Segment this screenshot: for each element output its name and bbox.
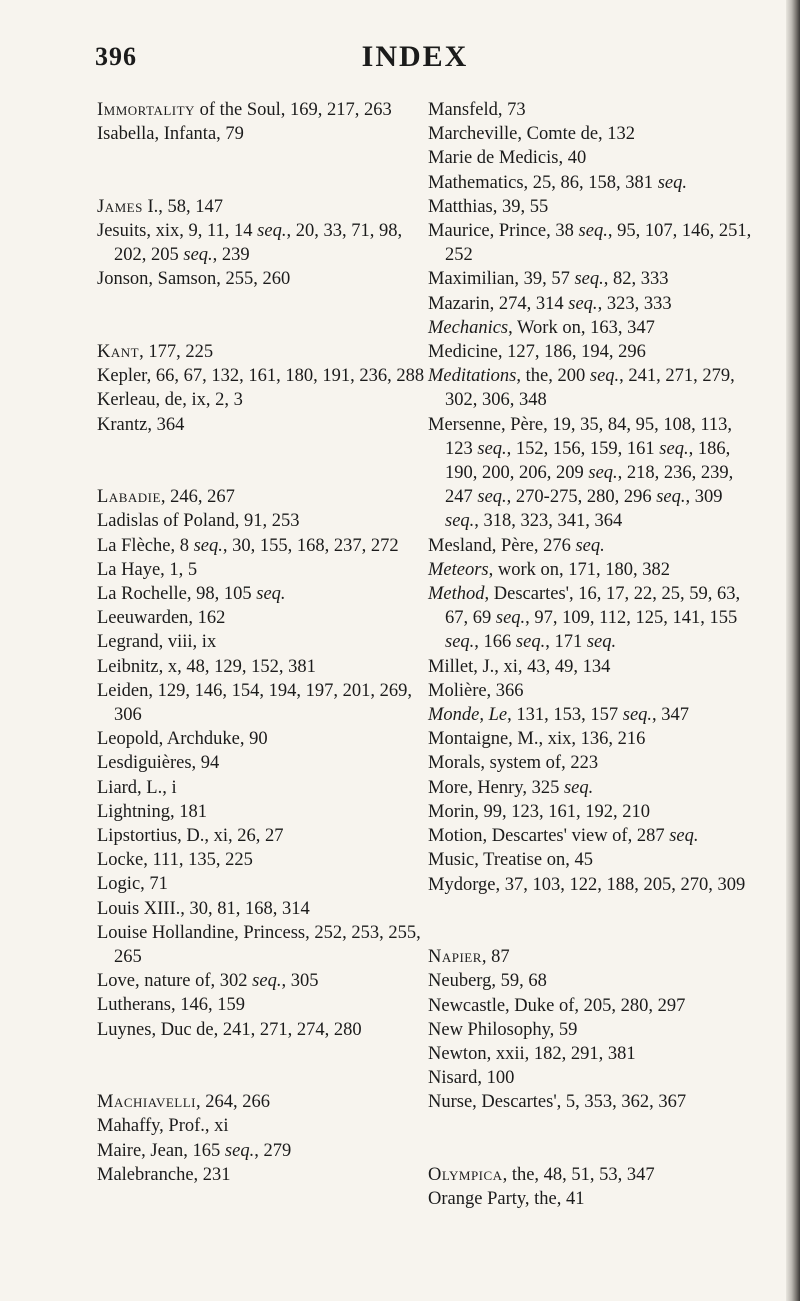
entry-heading: Molière, 366	[428, 680, 524, 701]
entry-heading: Jesuits, xix, 9, 11, 14	[97, 221, 258, 241]
entry-text: I., 58, 147	[142, 196, 223, 217]
entry-heading: Montaigne, M., xix, 136, 216	[428, 729, 646, 750]
entry-heading: La Flèche, 8	[97, 535, 194, 556]
entry-text: , the, 200	[516, 366, 590, 387]
entry-heading: Kepler, 66, 67, 132, 161, 180, 191, 236, 288	[97, 366, 425, 387]
entry-heading: James	[97, 196, 143, 217]
letter-section-gap	[97, 146, 427, 194]
entry-heading: Mathematics, 25, 86, 158, 381	[428, 172, 658, 193]
entry-text: , 20, 33, 71, 98, 202, 205	[114, 221, 403, 266]
entry-text: , 270-275, 280, 296	[506, 487, 657, 508]
index-column-right	[428, 98, 758, 1211]
seq-marker: seq.	[575, 535, 605, 556]
index-entry	[428, 969, 758, 993]
seq-marker: seq.	[588, 463, 618, 484]
entry-heading: Leibnitz, x, 48, 129, 152, 381	[97, 656, 316, 677]
index-entry	[428, 171, 758, 195]
index-entry	[428, 1066, 758, 1090]
index-entry	[97, 897, 427, 921]
index-entry	[97, 98, 427, 122]
entry-heading: Monde, Le	[428, 705, 508, 726]
seq-marker: seq.	[477, 487, 507, 508]
index-entry	[97, 630, 427, 654]
entry-heading: Love, nature of, 302	[97, 971, 253, 992]
entry-text: , 241, 271, 279, 302, 306, 348	[445, 366, 735, 411]
entry-heading: Music, Treatise on, 45	[428, 850, 593, 871]
entry-text: , 347	[652, 705, 690, 726]
index-entry	[97, 509, 427, 533]
index-entry	[428, 413, 758, 534]
index-entry	[428, 824, 758, 848]
entry-text: , 171	[545, 632, 587, 653]
entry-text: , 97, 109, 112, 125, 141, 155	[525, 608, 738, 629]
index-entry	[428, 1018, 758, 1042]
index-entry	[97, 1090, 427, 1114]
seq-marker: seq.	[657, 172, 687, 193]
seq-marker: seq.	[574, 269, 604, 290]
entry-heading: Ladislas of Poland, 91, 253	[97, 511, 300, 532]
seq-marker: seq.	[589, 366, 620, 387]
entry-text: , 186, 190, 200, 206, 209	[445, 438, 731, 484]
index-entry	[97, 921, 427, 969]
index-entry	[428, 679, 758, 703]
entry-heading: Meditations	[428, 366, 517, 387]
seq-marker: seq.	[183, 245, 213, 266]
entry-heading: Mazarin, 274, 314	[428, 293, 569, 314]
entry-text: , 177, 225	[139, 342, 214, 362]
entry-text: , Work on, 163, 347	[508, 317, 655, 338]
letter-section-gap	[428, 1115, 758, 1163]
entry-heading: Olympica	[428, 1164, 503, 1185]
index-entry	[97, 534, 427, 558]
index-entry	[97, 364, 427, 388]
entry-heading: La Rochelle, 98, 105	[97, 584, 257, 605]
entry-heading: Lightning, 181	[97, 801, 207, 822]
index-entry	[428, 703, 758, 727]
index-entry	[428, 873, 758, 897]
index-entry	[97, 727, 427, 751]
entry-heading: Kant	[97, 342, 140, 362]
seq-marker: seq.	[445, 632, 475, 653]
entry-text: , 152, 156, 159, 161	[506, 438, 660, 459]
entry-heading: Louis XIII., 30, 81, 168, 314	[97, 898, 310, 919]
page-title: INDEX	[361, 40, 469, 73]
seq-marker: seq.	[659, 438, 689, 459]
index-entry	[428, 1187, 758, 1211]
seq-marker: seq.	[252, 971, 282, 992]
seq-marker: seq.	[256, 584, 286, 605]
index-entry	[428, 1042, 758, 1066]
entry-heading: Liard, L., i	[97, 777, 177, 798]
index-entry	[428, 800, 758, 824]
entry-text: , 323, 333	[597, 293, 672, 314]
index-entry	[97, 800, 427, 824]
seq-marker: seq.	[445, 511, 475, 532]
entry-heading: Immortality	[97, 100, 195, 120]
index-entry	[97, 872, 427, 896]
entry-heading: Isabella, Infanta, 79	[97, 124, 244, 145]
entry-text: , 305	[281, 971, 319, 992]
seq-marker: seq.	[563, 777, 594, 798]
index-entry	[97, 1163, 427, 1187]
index-entry	[97, 267, 427, 291]
entry-heading: Leopold, Archduke, 90	[97, 729, 268, 750]
entry-text: , 246, 267	[160, 487, 235, 508]
index-entry	[428, 558, 758, 582]
entry-heading: Luynes, Duc de, 241, 271, 274, 280	[97, 1019, 362, 1040]
seq-marker: seq.	[656, 487, 686, 508]
entry-heading: Lutherans, 146, 159	[97, 995, 245, 1016]
index-entry	[428, 534, 758, 558]
entry-heading: Jonson, Samson, 255, 260	[97, 269, 291, 290]
letter-section-gap	[97, 437, 427, 485]
entry-heading: Method	[428, 584, 485, 605]
index-entry	[97, 993, 427, 1017]
entry-heading: Nurse, Descartes', 5, 353, 362, 367	[428, 1092, 687, 1113]
index-entry	[97, 413, 427, 437]
seq-marker: seq.	[193, 535, 223, 556]
index-entry	[97, 340, 427, 364]
index-entry	[428, 195, 758, 219]
entry-text: of the Soul, 169, 217, 263	[194, 100, 392, 120]
index-entry	[97, 969, 427, 993]
entry-heading: Leeuwarden, 162	[97, 608, 226, 629]
entry-heading: Marie de Medicis, 40	[428, 148, 587, 169]
entry-text: , 279	[254, 1140, 292, 1161]
index-entry	[428, 1090, 758, 1114]
entry-text: , 239	[212, 245, 250, 266]
index-entry	[428, 340, 758, 364]
index-entry	[428, 655, 758, 679]
seq-marker: seq.	[669, 826, 699, 847]
entry-heading: Orange Party, the, 41	[428, 1189, 585, 1210]
seq-marker: seq.	[495, 608, 526, 629]
entry-text: , 309	[685, 487, 723, 508]
entry-heading: Maurice, Prince, 38	[428, 221, 579, 242]
entry-text: , 131, 153, 157	[507, 705, 623, 726]
entry-heading: Maximilian, 39, 57	[428, 269, 575, 290]
index-entry	[97, 824, 427, 848]
entry-heading: Legrand, viii, ix	[97, 632, 217, 653]
index-entry	[428, 122, 758, 146]
entry-text: , Descartes', 16, 17, 22, 25, 59, 63, 67, 69	[445, 584, 741, 629]
entry-heading: Matthias, 39, 55	[428, 196, 549, 217]
index-entry	[97, 485, 427, 509]
seq-marker: seq.	[257, 221, 287, 241]
entry-heading: Morals, system of, 223	[428, 753, 599, 774]
entry-heading: Lipstortius, D., xi, 26, 27	[97, 826, 284, 847]
index-entry	[428, 945, 758, 969]
letter-section-gap	[428, 897, 758, 945]
seq-marker: seq.	[586, 632, 617, 653]
index-column-left	[97, 98, 427, 1187]
entry-heading: Marcheville, Comte de, 132	[428, 124, 636, 145]
entry-heading: Newton, xxii, 182, 291, 381	[428, 1043, 636, 1064]
index-entry	[428, 219, 758, 267]
index-entry	[428, 292, 758, 316]
entry-heading: La Haye, 1, 5	[97, 559, 198, 580]
entry-text: , 264, 266	[195, 1092, 270, 1113]
entry-text: , 87	[481, 947, 510, 968]
index-entry	[97, 388, 427, 412]
index-entry	[97, 558, 427, 582]
index-entry	[428, 1163, 758, 1187]
letter-section-gap	[97, 292, 427, 340]
entry-heading: Nisard, 100	[428, 1068, 515, 1089]
entry-text: , 318, 323, 341, 364	[474, 511, 623, 532]
index-entry	[97, 582, 427, 606]
seq-marker: seq.	[515, 632, 546, 653]
entry-heading: Malebranche, 231	[97, 1164, 231, 1185]
index-entry	[97, 1114, 427, 1138]
seq-marker: seq.	[568, 293, 598, 314]
entry-text: , 166	[474, 632, 516, 653]
index-entry	[428, 364, 758, 412]
index-entry	[428, 146, 758, 170]
entry-text: , 218, 236, 239, 247	[445, 463, 734, 508]
index-entry	[428, 316, 758, 340]
index-entry	[97, 1018, 427, 1042]
entry-heading: Mechanics	[428, 317, 509, 338]
entry-heading: Krantz, 364	[97, 414, 185, 435]
entry-heading: Mansfeld, 73	[428, 100, 526, 120]
entry-heading: Mesland, Père, 276	[428, 535, 576, 556]
index-entry	[97, 679, 427, 727]
entry-heading: Lesdiguières, 94	[97, 753, 220, 774]
entry-text: , 95, 107, 146, 251, 252	[445, 221, 752, 266]
entry-heading: Maire, Jean, 165	[97, 1140, 225, 1161]
entry-heading: New Philosophy, 59	[428, 1019, 578, 1040]
entry-heading: Locke, 111, 135, 225	[97, 850, 253, 871]
index-entry	[428, 994, 758, 1018]
entry-text: , work on, 171, 180, 382	[488, 559, 671, 580]
entry-heading: Mersenne, Père, 19, 35, 84, 95, 108, 113, 123	[428, 414, 733, 459]
index-entry	[97, 195, 427, 219]
index-entry	[97, 122, 427, 146]
letter-section-gap	[97, 1042, 427, 1090]
index-entry	[428, 848, 758, 872]
entry-heading: Mydorge, 37, 103, 122, 188, 205, 270, 309	[428, 874, 746, 895]
entry-heading: Labadie	[97, 487, 161, 508]
index-entry	[97, 751, 427, 775]
index-entry	[97, 776, 427, 800]
page-number: 396	[95, 42, 137, 71]
index-entry	[428, 98, 758, 122]
entry-heading: Medicine, 127, 186, 194, 296	[428, 342, 646, 363]
entry-heading: Logic, 71	[97, 874, 168, 895]
index-entry	[428, 727, 758, 751]
entry-heading: Leiden, 129, 146, 154, 194, 197, 201, 269, 306	[97, 680, 412, 726]
entry-heading: Millet, J., xi, 43, 49, 134	[428, 656, 611, 677]
entry-heading: More, Henry, 325	[428, 777, 564, 798]
entry-heading: Newcastle, Duke of, 205, 280, 297	[428, 995, 686, 1016]
entry-heading: Napier	[428, 947, 482, 968]
index-entry	[97, 848, 427, 872]
entry-text: , 82, 333	[603, 269, 669, 290]
seq-marker: seq.	[622, 705, 653, 726]
seq-marker: seq.	[578, 221, 608, 242]
entry-heading: Neuberg, 59, 68	[428, 971, 547, 992]
index-entry	[97, 1139, 427, 1163]
index-entry	[428, 267, 758, 291]
entry-text: , 30, 155, 168, 237, 272	[222, 535, 399, 556]
seq-marker: seq.	[224, 1140, 255, 1161]
entry-heading: Meteors	[428, 559, 489, 580]
entry-heading: Mahaffy, Prof., xi	[97, 1116, 229, 1137]
entry-heading: Louise Hollandine, Princess, 252, 253, 255, 265	[97, 922, 421, 968]
index-entry	[97, 606, 427, 630]
entry-heading: Motion, Descartes' view of, 287	[428, 826, 670, 847]
index-entry	[428, 751, 758, 775]
page-edge-shadow	[786, 0, 800, 1301]
entry-heading: Machiavelli	[97, 1092, 196, 1113]
seq-marker: seq.	[477, 438, 507, 459]
index-entry	[97, 655, 427, 679]
entry-heading: Kerleau, de, ix, 2, 3	[97, 390, 243, 411]
entry-heading: Morin, 99, 123, 161, 192, 210	[428, 801, 650, 822]
index-entry	[428, 776, 758, 800]
index-entry	[97, 219, 427, 267]
entry-text: , the, 48, 51, 53, 347	[502, 1164, 655, 1185]
index-entry	[428, 582, 758, 655]
